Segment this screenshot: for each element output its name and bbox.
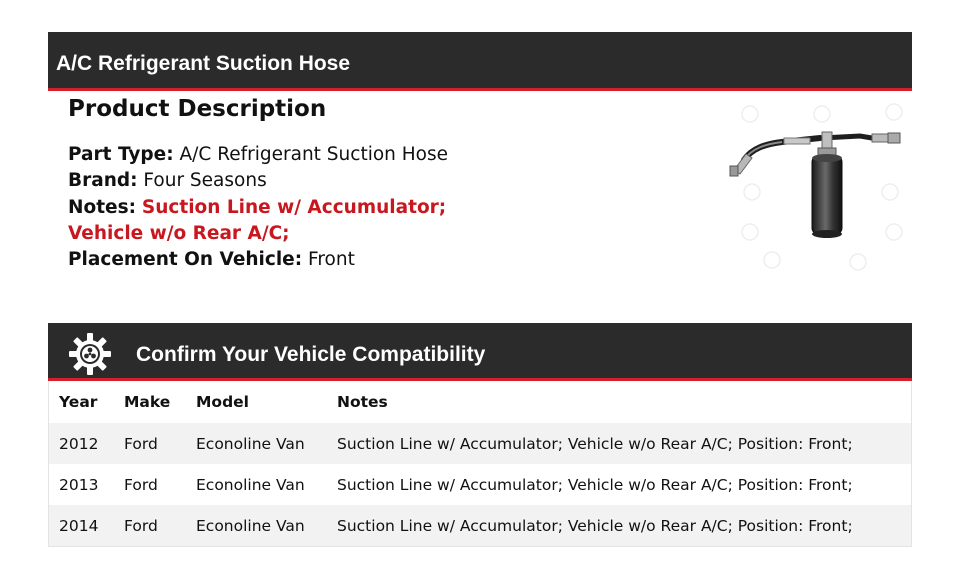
compatibility-bar xyxy=(48,323,912,381)
product-description xyxy=(68,96,668,273)
page-title: A/C Refrigerant Suction Hose xyxy=(56,52,351,75)
compatibility-title: Confirm Your Vehicle Compatibility xyxy=(136,343,486,366)
spec-brand xyxy=(68,168,668,194)
cell-year: 2014 xyxy=(59,516,99,535)
title-bar xyxy=(48,32,912,91)
cell-notes: Suction Line w/ Accumulator; Vehicle w/o Rear A/C; Position: Front; xyxy=(337,434,853,453)
column-header-year: Year xyxy=(59,393,98,411)
notes-label: Notes: xyxy=(68,196,136,218)
column-header-make: Make xyxy=(124,393,171,411)
cell-notes: Suction Line w/ Accumulator; Vehicle w/o Rear A/C; Position: Front; xyxy=(337,475,853,494)
column-header-model: Model xyxy=(196,393,249,411)
column-header-notes: Notes xyxy=(337,393,388,411)
placement-value: Front xyxy=(308,249,355,271)
suction-hose-illustration xyxy=(722,100,912,275)
spec-part-type xyxy=(68,142,668,168)
cell-model: Econoline Van xyxy=(196,475,305,494)
placement-label: Placement On Vehicle: xyxy=(68,249,303,271)
compatibility-table xyxy=(48,381,912,547)
cell-model: Econoline Van xyxy=(196,434,305,453)
cell-make: Ford xyxy=(124,434,158,453)
part-type-value: A/C Refrigerant Suction Hose xyxy=(179,144,449,165)
spec-placement xyxy=(68,247,668,273)
cell-year: 2012 xyxy=(59,434,99,453)
table-row xyxy=(49,505,912,547)
brand-value: Four Seasons xyxy=(143,170,267,192)
cell-notes: Suction Line w/ Accumulator; Vehicle w/o Rear A/C; Position: Front; xyxy=(337,516,853,535)
notes-line-2: Vehicle w/o Rear A/C; xyxy=(68,222,290,244)
product-image xyxy=(722,100,912,275)
cell-make: Ford xyxy=(124,475,158,494)
cell-make: Ford xyxy=(124,516,158,535)
part-type-label: Part Type: xyxy=(68,144,174,165)
spec-notes-cont xyxy=(68,221,668,247)
notes-line-1: Suction Line w/ Accumulator; xyxy=(141,196,447,218)
table-row xyxy=(49,423,912,464)
brand-label: Brand: xyxy=(68,170,138,192)
description-heading: Product Description xyxy=(68,96,327,122)
spec-notes xyxy=(68,195,668,221)
cell-year: 2013 xyxy=(59,475,99,494)
table-row xyxy=(49,464,912,505)
gear-icon xyxy=(68,332,112,376)
table-header-row xyxy=(49,381,912,423)
cell-model: Econoline Van xyxy=(196,516,305,535)
